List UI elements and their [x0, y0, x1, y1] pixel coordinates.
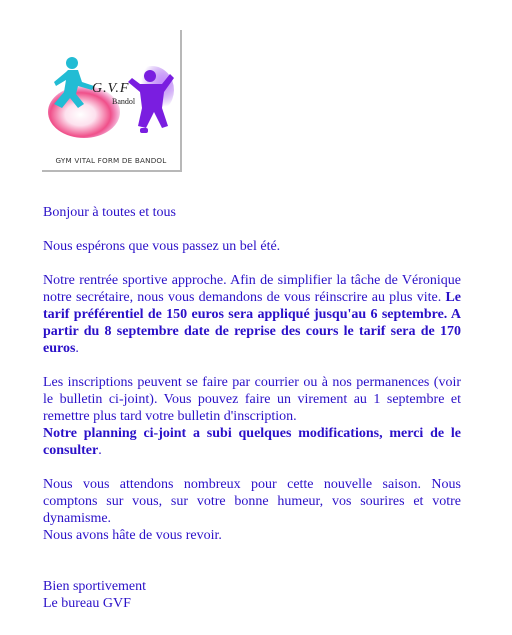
- signature: Le bureau GVF: [43, 596, 131, 611]
- planning-notice-text: Notre planning ci-joint a subi quelques modifications, merci de le consulter: [43, 426, 461, 458]
- club-logo: [42, 30, 182, 172]
- closing: Bien sportivement: [43, 579, 147, 594]
- letter-body: [43, 204, 461, 612]
- paragraph-rentree-end: .: [75, 341, 79, 356]
- paragraph-rentree: [43, 272, 461, 357]
- club-logo-artwork: [42, 30, 180, 150]
- planning-notice-end: .: [98, 443, 102, 458]
- revoir-line: Nous avons hâte de vous revoir.: [43, 528, 222, 543]
- paragraph-saison: Nous vous attendons nombreux pour cette nouvelle saison. Nous comptons sur vous, sur votre bonne humeur, vos sourires et votre dynamisme.: [43, 477, 461, 526]
- tarif-notice: Le tarif préférentiel de 150 euros sera appliqué jusqu'au 6 septembre. A partir du 8 septembre date de reprise des cours le tarif sera de 170 euros: [43, 290, 461, 356]
- planning-notice: [43, 425, 461, 459]
- logo-caption: GYM VITAL FORM DE BANDOL: [55, 156, 167, 165]
- wish-line: Nous espérons que vous passez un bel été.: [43, 239, 281, 254]
- paragraph-inscriptions: Les inscriptions peuvent se faire par courrier ou à nos permanences (voir le bulletin ci-joint). Vous pouvez faire un virement au 1 septembre et remettre plus tard votre bulletin d'inscription.: [43, 375, 461, 424]
- greeting: Bonjour à toutes et tous: [43, 205, 176, 220]
- paragraph-rentree-intro: Notre rentrée sportive approche. Afin de simplifier la tâche de Véronique notre secrétaire, nous vous demandons de vous réinscrire au plus vite.: [43, 273, 461, 305]
- logo-place: Bandol: [112, 97, 136, 106]
- logo-brand-letters: G.V.F: [92, 81, 130, 96]
